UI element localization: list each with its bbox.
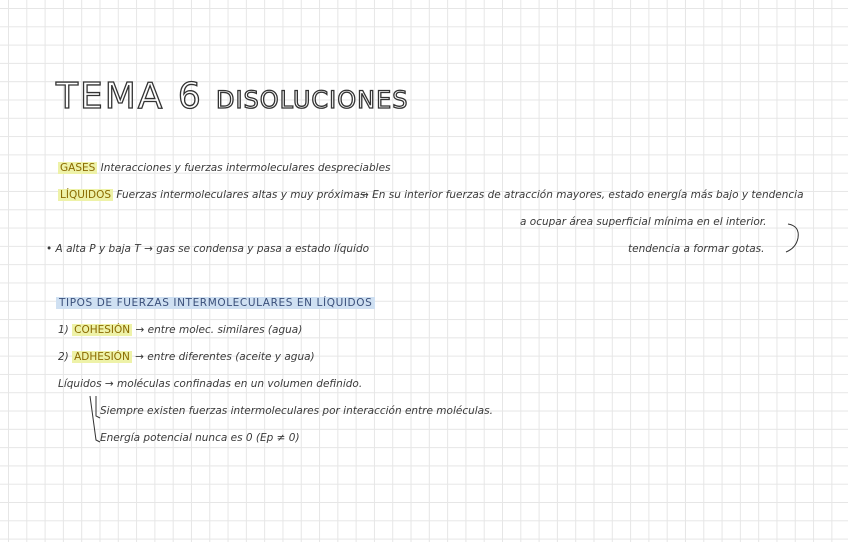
bullet-part1: A alta P y baja T [55, 243, 141, 255]
liquidos-arrow-text: → En su interior fuerzas de atracción mayores, estado energía más bajo y tendencia [360, 189, 804, 201]
bullet-part2: gas se condensa [156, 243, 244, 255]
tipos-heading-wrap [56, 297, 375, 309]
item2-text: → entre diferentes (aceite y agua) [135, 351, 315, 363]
item1-label: COHESIÓN [74, 324, 131, 336]
item1-num: 1) [58, 324, 69, 336]
item2-num: 2) [58, 351, 69, 363]
title-tema: TEMA 6 [56, 76, 203, 117]
tipos-item-1 [58, 324, 302, 336]
bullet-part3: y pasa a estado líquido [247, 243, 370, 255]
liquidos-label: LÍQUIDOS [60, 189, 112, 201]
bullet-dot: • [46, 243, 53, 255]
liquidos2-sub1: Siempre existen fuerzas intermoleculares por interacción entre moléculas. [100, 405, 493, 417]
title-heading: DISOLUCIONES [216, 86, 409, 114]
gases-label: GASES [60, 162, 96, 174]
liquidos-line3: tendencia a formar gotas. [628, 243, 765, 255]
tipos-item-2 [58, 351, 315, 363]
liquidos-text: Fuerzas intermoleculares altas y muy próximas. [116, 189, 369, 201]
liquidos-line2: a ocupar área superficial mínima en el interior. [520, 216, 767, 228]
bullet-line [46, 243, 369, 255]
curly-brace-mark [786, 224, 798, 252]
liquidos2-sub2: Energía potencial nunca es 0 (Ep ≠ 0) [100, 432, 300, 444]
item2-label: ADHESIÓN [74, 351, 130, 363]
item1-text: → entre molec. similares (agua) [135, 324, 303, 336]
tipos-heading: TIPOS DE FUERZAS INTERMOLECULARES EN LÍQUIDOS [56, 297, 375, 309]
gases-text: Interacciones y fuerzas intermoleculares despreciables [100, 162, 391, 174]
gases-line [58, 162, 391, 174]
liquidos-line [58, 189, 369, 201]
liquidos2-line1: Líquidos → moléculas confinadas en un volumen definido. [58, 378, 363, 390]
bullet-arrow: → [144, 243, 153, 255]
branch-line-2 [90, 396, 100, 442]
